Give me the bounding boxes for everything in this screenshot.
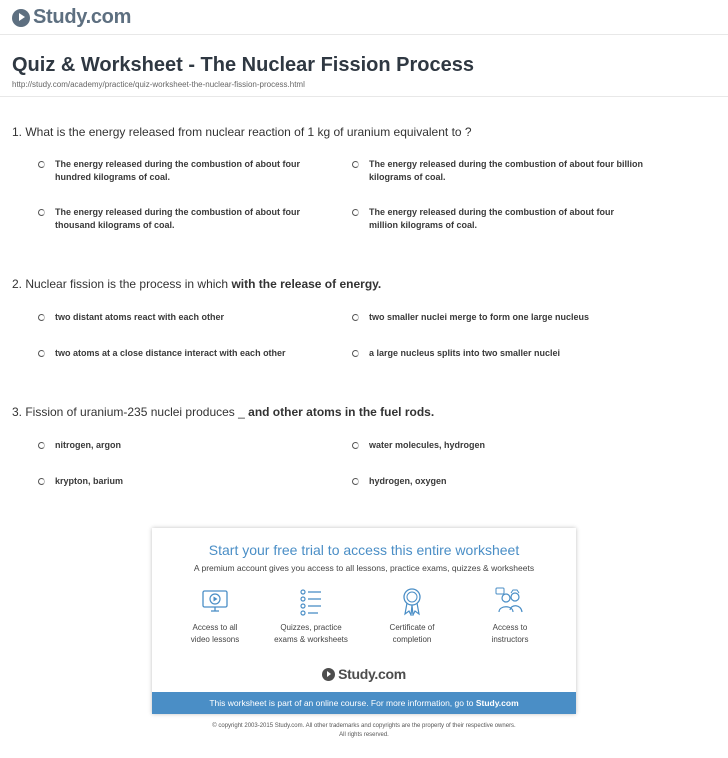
question-1-option-a[interactable]: The energy released during the combustion of about four hundred kilograms of coal. (38, 158, 318, 184)
radio-button[interactable] (38, 350, 45, 357)
radio-button[interactable] (38, 209, 45, 216)
question-2-text: 2. Nuclear fission is the process in which (12, 277, 232, 291)
radio-button[interactable] (38, 314, 45, 321)
radio-button[interactable] (352, 350, 359, 357)
promo-subtitle: A premium account gives you access to all lessons, practice exams, quizzes & worksheets (193, 563, 535, 573)
header-divider (0, 34, 728, 35)
promo-title[interactable]: Start your free trial to access this entire worksheet (208, 542, 520, 558)
radio-button[interactable] (352, 161, 359, 168)
study-logo[interactable] (12, 6, 131, 29)
question-1-option-b[interactable]: The energy released during the combustion of about four billion kilograms of coal. (352, 158, 652, 184)
feature-certificate: Certificate of completion (367, 586, 457, 646)
promo-info-bar: This worksheet is part of an online course. For more information, go to Study.com (152, 692, 576, 714)
radio-button[interactable] (38, 161, 45, 168)
feature-video-lessons: Access to all video lessons (170, 586, 260, 646)
question-3-bold-text: and other atoms in the fuel rods. (248, 405, 435, 419)
question-1-text: 1. What is the energy released from nuclear reaction of 1 kg of uranium equivalent to ? (12, 125, 472, 139)
quiz-list-icon (296, 586, 326, 616)
radio-button[interactable] (38, 478, 45, 485)
question-2-option-a[interactable]: two distant atoms react with each other (38, 311, 338, 324)
free-trial-promo (152, 528, 576, 714)
promo-study-logo[interactable]: Study.com (152, 666, 576, 682)
radio-button[interactable] (352, 209, 359, 216)
question-2 (12, 277, 381, 291)
feature-instructors: Access to instructors (465, 586, 555, 646)
question-1 (12, 125, 472, 139)
certificate-icon (397, 586, 427, 616)
question-1-option-c[interactable]: The energy released during the combustion of about four thousand kilograms of coal. (38, 206, 318, 232)
question-3-option-a[interactable]: nitrogen, argon (38, 439, 318, 452)
question-2-option-c[interactable]: two atoms at a close distance interact with each other (38, 347, 338, 360)
title-divider (0, 96, 728, 97)
radio-button[interactable] (352, 314, 359, 321)
page-url[interactable]: http://study.com/academy/practice/quiz-worksheet-the-nuclear-fission-process.html (12, 80, 305, 89)
question-3-text: 3. Fission of uranium-235 nuclei produces _ (12, 405, 249, 419)
page-title: Quiz & Worksheet - The Nuclear Fission Process (12, 54, 474, 76)
question-3-option-c[interactable]: krypton, barium (38, 475, 318, 488)
radio-button[interactable] (38, 442, 45, 449)
play-logo-icon (322, 668, 335, 681)
radio-button[interactable] (352, 442, 359, 449)
play-logo-icon (12, 9, 30, 27)
question-3-option-b[interactable]: water molecules, hydrogen (352, 439, 652, 452)
instructors-icon (495, 586, 525, 616)
question-2-option-d[interactable]: a large nucleus splits into two smaller nuclei (352, 347, 672, 360)
copyright-footer: © copyright 2003-2015 Study.com. All other trademarks and copyrights are the property of their respective owners. All rights reserved. (212, 723, 516, 738)
question-2-bold-text: with the release of energy. (231, 277, 382, 291)
question-1-option-d[interactable]: The energy released during the combustion of about four million kilograms of coal. (352, 206, 642, 232)
question-3-option-d[interactable]: hydrogen, oxygen (352, 475, 652, 488)
study-link[interactable]: Study.com (475, 698, 519, 708)
question-3 (12, 405, 434, 419)
question-2-option-b[interactable]: two smaller nuclei merge to form one large nucleus (352, 311, 672, 324)
brand-name: Study.com (33, 6, 132, 28)
radio-button[interactable] (352, 478, 359, 485)
feature-quizzes: Quizzes, practice exams & worksheets (266, 586, 356, 646)
video-lessons-icon (200, 586, 230, 616)
